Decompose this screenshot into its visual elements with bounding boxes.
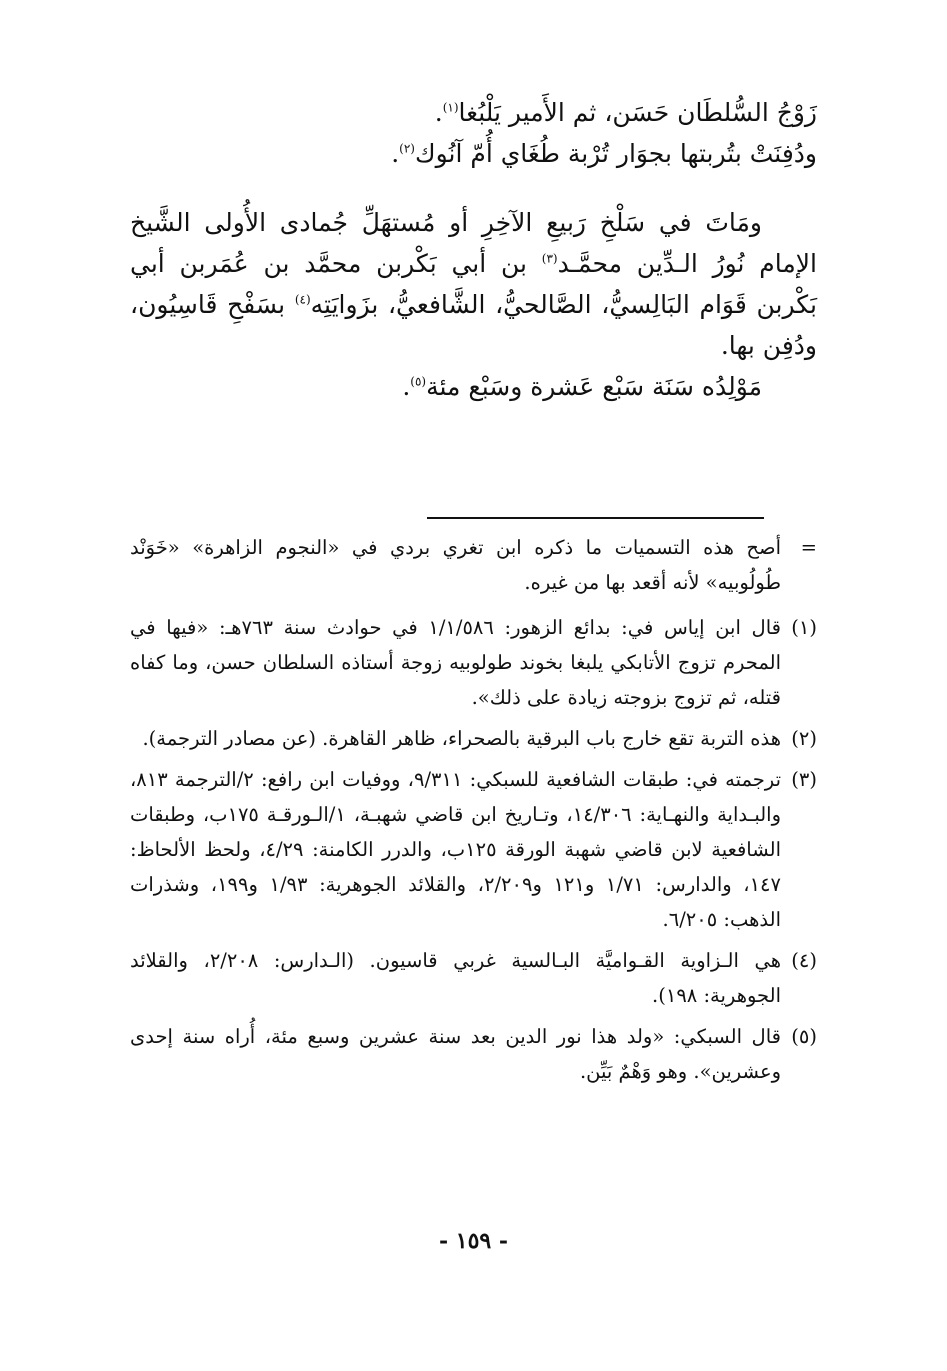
text-line: ودُفِنَتْ بتُربتها بجوَار تُرْبة طُغَاي أُمّ آنُوك	[414, 139, 817, 168]
footnote-ref: (٥)	[410, 374, 427, 389]
text-run: مَوْلِدُه سَنَة سَبْع عَشرة وسَبْع مئة	[426, 372, 762, 401]
main-text	[130, 92, 817, 407]
footnote-marker: =	[800, 536, 817, 559]
text-run: بسَفْحِ قَاسِيُون، ودُفِن بها.	[130, 290, 817, 360]
footnote-continuation	[130, 530, 817, 600]
footnote-marker: (٢)	[791, 727, 817, 750]
page-number: - ١٥٩ -	[438, 1228, 509, 1254]
punctuation: .	[402, 372, 411, 401]
footnote-4	[130, 943, 817, 1013]
footnote-2	[130, 721, 817, 756]
footnote-1	[130, 610, 817, 715]
footnote-text: هذه التربة تقع خارج باب البرقية بالصحراء، ظاهر القاهرة. (عن مصادر الترجمة).	[142, 727, 781, 750]
footnote-separator	[427, 517, 764, 519]
footnote-ref: (١)	[442, 100, 459, 115]
footnote-ref: (٣)	[541, 251, 558, 266]
footnote-ref: (٤)	[294, 292, 311, 307]
footnote-ref: (٢)	[399, 141, 415, 156]
footnote-text: أصح هذه التسميات ما ذكره ابن تغري بردي في «النجوم الزاهرة» «خَوَنْد طُولُوبيه» لأنه أقعد بها من غيره.	[130, 536, 781, 594]
punctuation: .	[434, 98, 443, 127]
text-run: بن أبي بَكْربن محمَّد بن عُمَربن أبي بَكْربن قَوَام البَالِسيُّ، الصَّالحيُّ، الشَّافعيُّ، بزَوايَتِه	[130, 249, 818, 319]
paragraph-birth	[130, 366, 817, 407]
footnotes	[130, 530, 817, 1095]
text-line: زَوْجُ السُّلطَان حَسَن، ثم الأَمير يَلْبُغا	[458, 98, 817, 127]
paragraph-burial	[130, 92, 817, 174]
footnote-3	[130, 762, 817, 937]
footnote-5	[130, 1019, 817, 1089]
footnote-marker: (١)	[791, 616, 817, 639]
paragraph-obituary	[130, 202, 817, 366]
footnote-text: ترجمته في: طبقات الشافعية للسبكي: ٩/٣١١، ووفيات ابن رافع: ٢/الترجمة ٨١٣، والبـداية والنهـاية: ١٤/٣٠٦، وتـاريخ ابن قاضي شهبـة، ١/الـورقـة ١٧٥ب، وطبقات الشافعية لابن قاضي شهبة الورقة ١٢٥ب، والدرر الكامنة: ٤/٢٩، ولحظ الألحاظ: ١٤٧، والدارس: ١/٧١ و١٢١ و٢/٢٠٩، والقلائد الجوهرية: ١/٩٣ و١٩٩، وشذرات الذهب: ٦/٢٠٥.	[130, 768, 782, 931]
footnote-text: قال ابن إياس في: بدائع الزهور: ١/١/٥٨٦ في حوادث سنة ٧٦٣هـ: «فيها في المحرم تزوج الأتابكي يلبغا بخوند طولوبيه زوجة أستاذه السلطان حسن، وما كفاه قتله، ثم تزوج بزوجته زيادة على ذلك».	[130, 616, 781, 709]
footnote-text: قال السبكي: «ولد هذا نور الدين بعد سنة عشرين وسبع مئة، أُراه سنة إحدى وعشرين». وهو وَهْمٌ بَيِّن.	[130, 1025, 781, 1083]
footnote-marker: (٥)	[791, 1025, 817, 1048]
footnote-marker: (٣)	[791, 768, 817, 791]
footnote-text: هي الـزاوية القـواميَّة البـالسية غربي قاسيون. (الـدارس: ٢/٢٠٨، والقلائد الجوهرية: ١٩٨).	[130, 949, 781, 1007]
punctuation: .	[391, 139, 400, 168]
text-run: ومَاتَ في سَلْخِ رَبيعِ الآخِرِ أو مُستهَلِّ جُمادى الأُولى الشَّيخ الإمام نُورُ الـدِّين محمَّـد	[130, 208, 817, 278]
footnote-marker: (٤)	[791, 949, 817, 972]
